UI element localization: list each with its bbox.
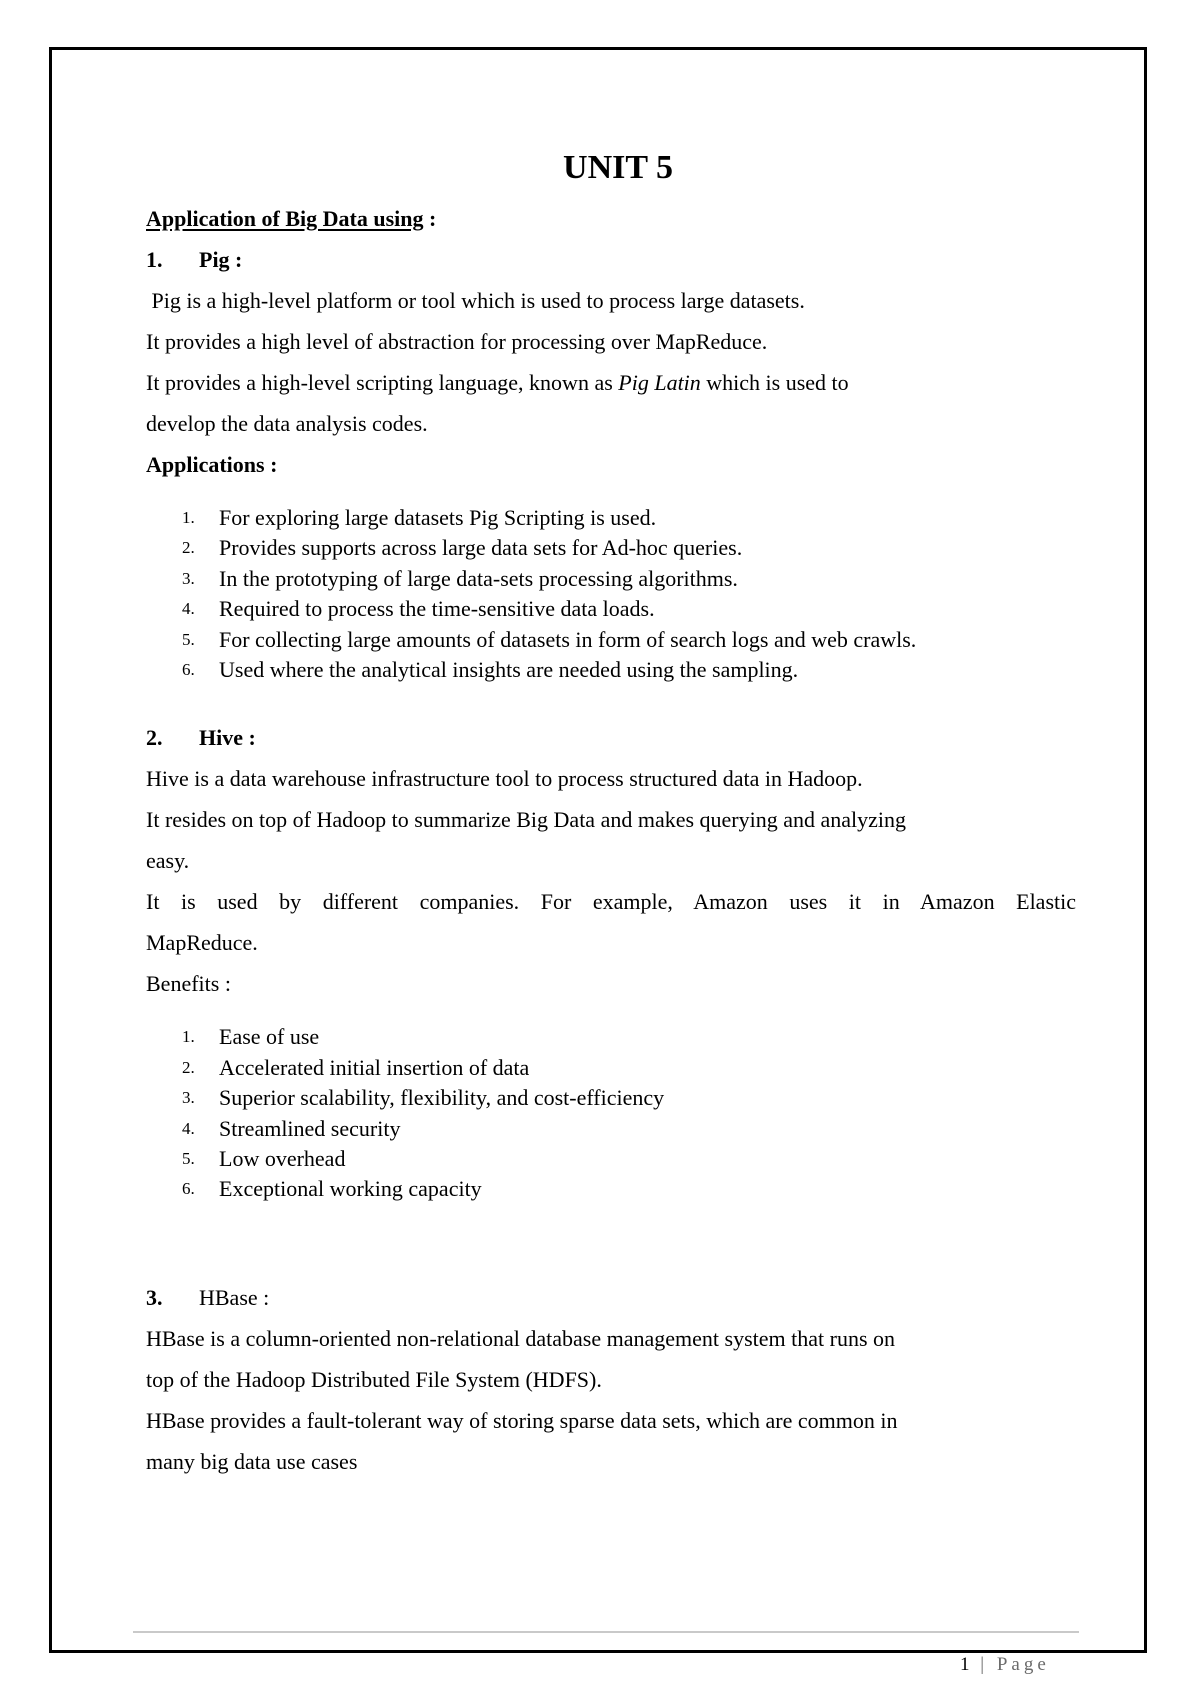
benefits-label: Benefits : [146, 971, 231, 997]
list-item-text: Accelerated initial insertion of data [219, 1054, 530, 1080]
list-number: 2. [182, 538, 195, 558]
applications-label: Applications : [146, 452, 278, 477]
list-number: 2. [182, 1057, 195, 1077]
list-number: 6. [182, 660, 195, 680]
hive-line-5: MapReduce. [146, 930, 258, 956]
page-separator: | [971, 1654, 997, 1675]
list-item [146, 1144, 1076, 1174]
list-number: 4. [182, 599, 195, 619]
list-item-text: Used where the analytical insights are needed using the sampling. [219, 657, 799, 683]
section-heading-text: Application of Big Data using [146, 206, 424, 231]
page-footer [960, 1655, 1050, 1675]
hive-heading [146, 717, 1076, 758]
pig-latin-term: Pig Latin [618, 370, 701, 395]
section-heading-suffix: : [423, 206, 437, 231]
list-item [146, 1053, 1076, 1083]
list-number: 3. [182, 568, 195, 588]
pig-title: Pig : [199, 247, 243, 272]
page-label: Page [996, 1654, 1050, 1675]
list-item [146, 625, 1076, 655]
list-item [146, 1022, 1076, 1052]
list-number: 5. [182, 1149, 195, 1169]
list-item [146, 1083, 1076, 1113]
list-item [146, 533, 1076, 563]
list-item-text: Provides supports across large data sets for Ad-hoc queries. [219, 535, 743, 561]
unit-title: UNIT 5 [563, 149, 673, 186]
hive-number: 2. [146, 725, 163, 751]
hbase-line-4: many big data use cases [146, 1448, 358, 1474]
list-item-text: In the prototyping of large data-sets processing algorithms. [219, 565, 738, 591]
list-item-text: Ease of use [219, 1024, 320, 1050]
hive-line-1: Hive is a data warehouse infrastructure tool to process structured data in Hadoop. [146, 766, 863, 792]
pig-line-1: Pig is a high-level platform or tool which is used to process large datasets. [146, 288, 805, 313]
section-heading [146, 198, 1076, 239]
list-item [146, 655, 1076, 685]
list-item-text: Required to process the time-sensitive data loads. [219, 596, 655, 622]
document-content [146, 148, 1076, 1482]
pig-line-3 [146, 362, 1076, 403]
pig-line-4: develop the data analysis codes. [146, 411, 428, 436]
list-item-text: Superior scalability, flexibility, and cost-efficiency [219, 1085, 665, 1111]
pig-line-3-start: It provides a high-level scripting language, known as [146, 370, 619, 395]
list-item-text: For collecting large amounts of datasets in form of search logs and web crawls. [219, 626, 917, 652]
list-number: 4. [182, 1118, 195, 1138]
list-item [146, 594, 1076, 624]
hive-line-4: It is used by different companies. For example, Amazon uses it in Amazon Elastic [146, 889, 1076, 915]
pig-number: 1. [146, 247, 163, 272]
pig-line-3-end: which is used to [700, 370, 849, 395]
hive-title: Hive : [199, 725, 256, 751]
list-number: 1. [182, 1027, 195, 1047]
list-item-text: Streamlined security [219, 1115, 401, 1141]
list-number: 6. [182, 1179, 195, 1199]
list-item-text: Exceptional working capacity [219, 1176, 482, 1202]
benefits-list [146, 1022, 1076, 1204]
hbase-title: HBase : [199, 1284, 270, 1310]
list-number: 3. [182, 1088, 195, 1108]
hbase-line-3: HBase provides a fault-tolerant way of storing sparse data sets, which are common in [146, 1407, 898, 1433]
hive-line-3: easy. [146, 848, 190, 874]
list-number: 5. [182, 629, 195, 649]
footer-rule [133, 1631, 1079, 1633]
hbase-number: 3. [146, 1284, 163, 1310]
page-number: 1 [960, 1654, 972, 1675]
applications-list [146, 503, 1076, 685]
list-item-text: Low overhead [219, 1146, 346, 1172]
hbase-line-2: top of the Hadoop Distributed File System (HDFS). [146, 1366, 602, 1392]
pig-line-2: It provides a high level of abstraction for processing over MapReduce. [146, 329, 768, 354]
list-item [146, 1114, 1076, 1144]
hbase-heading [146, 1277, 1076, 1318]
list-item [146, 564, 1076, 594]
hbase-line-1: HBase is a column-oriented non-relational database management system that runs on [146, 1325, 895, 1351]
list-item [146, 503, 1076, 533]
list-item [146, 1174, 1076, 1204]
pig-heading [146, 239, 1076, 280]
list-item-text: For exploring large datasets Pig Scripting is used. [219, 505, 657, 530]
list-number: 1. [182, 508, 195, 527]
hive-line-2: It resides on top of Hadoop to summarize Big Data and makes querying and analyzing [146, 807, 907, 833]
